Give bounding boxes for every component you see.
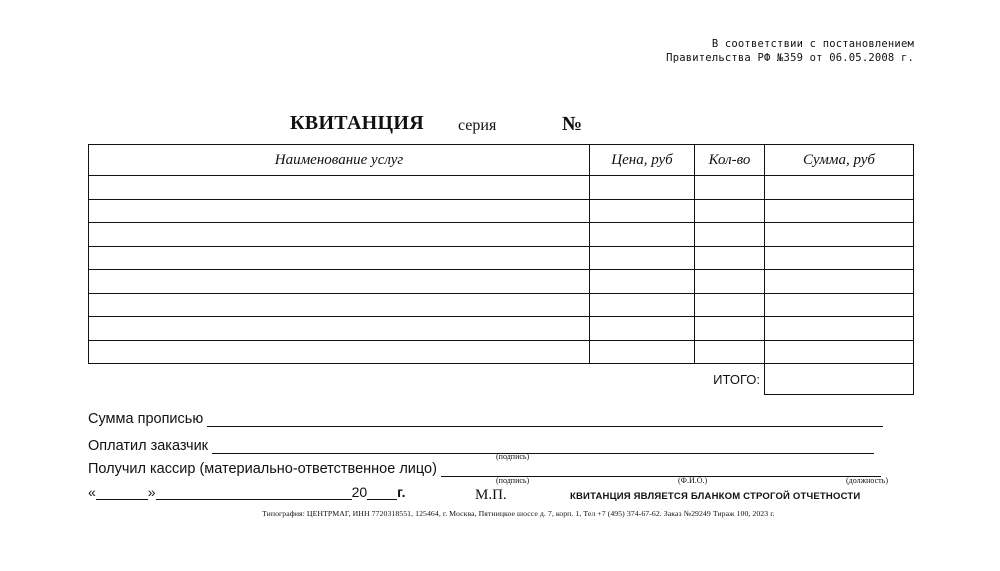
service-name-cell[interactable] [89, 270, 590, 294]
quantity-cell[interactable] [695, 270, 765, 294]
legal-reference-line-1: В соответствии с постановлением [711, 38, 914, 50]
amount-cell[interactable] [765, 176, 914, 200]
table-row [89, 340, 914, 364]
col-price: Цена, руб [590, 145, 695, 176]
cashier-position-caption: (должность) [846, 476, 888, 485]
table-row [89, 199, 914, 223]
total-row [89, 364, 914, 395]
service-name-cell[interactable] [89, 176, 590, 200]
quantity-cell[interactable] [695, 176, 765, 200]
service-name-cell[interactable] [89, 199, 590, 223]
quantity-cell[interactable] [695, 293, 765, 317]
strict-reporting-note: КВИТАНЦИЯ ЯВЛЯЕТСЯ БЛАНКОМ СТРОГОЙ ОТЧЕТНОСТИ [570, 491, 861, 502]
table-row [89, 246, 914, 270]
amount-cell[interactable] [765, 270, 914, 294]
table-row [89, 293, 914, 317]
total-value-cell[interactable] [765, 364, 914, 395]
receipt-title: КВИТАНЦИЯ [290, 112, 424, 134]
paid-by-line[interactable] [212, 441, 874, 454]
cashier-label: Получил кассир (материально-ответственное лицо) [88, 461, 437, 477]
amount-cell[interactable] [765, 340, 914, 364]
year-suffix: г. [397, 484, 406, 500]
date-row [88, 484, 406, 500]
table-row [89, 270, 914, 294]
amount-cell[interactable] [765, 223, 914, 247]
col-quantity: Кол-во [695, 145, 765, 176]
amount-cell[interactable] [765, 199, 914, 223]
price-cell[interactable] [590, 317, 695, 341]
table-row [89, 317, 914, 341]
stamp-place: М.П. [475, 487, 507, 503]
amount-in-words-line[interactable] [207, 414, 883, 427]
year-line[interactable] [367, 487, 397, 500]
service-name-cell[interactable] [89, 293, 590, 317]
price-cell[interactable] [590, 199, 695, 223]
price-cell[interactable] [590, 223, 695, 247]
col-service-name: Наименование услуг [89, 145, 590, 176]
quantity-cell[interactable] [695, 199, 765, 223]
table-header-row [89, 145, 914, 176]
date-close-quote: » [147, 484, 156, 500]
paid-by-signature-caption: (подпись) [496, 452, 530, 461]
amount-cell[interactable] [765, 317, 914, 341]
price-cell[interactable] [590, 340, 695, 364]
number-label: № [562, 113, 583, 135]
price-cell[interactable] [590, 176, 695, 200]
table-row [89, 176, 914, 200]
amount-cell[interactable] [765, 293, 914, 317]
printer-footer: Типография: ЦЕНТРМАГ, ИНН 7720318551, 125464, г. Москва, Пятницкое шоссе д. 7, корп. 1, Тел +7 (495) 374-67-62. Заказ №29249 Тираж 100, 2023 г. [262, 509, 775, 518]
amount-in-words-row [88, 411, 883, 427]
quantity-cell[interactable] [695, 246, 765, 270]
service-name-cell[interactable] [89, 317, 590, 341]
cashier-row [88, 461, 881, 477]
service-name-cell[interactable] [89, 246, 590, 270]
year-prefix: 20 [351, 484, 368, 500]
table-row [89, 223, 914, 247]
col-amount: Сумма, руб [765, 145, 914, 176]
series-label: серия [458, 117, 497, 134]
quantity-cell[interactable] [695, 340, 765, 364]
service-name-cell[interactable] [89, 340, 590, 364]
day-line[interactable] [96, 487, 148, 500]
amount-cell[interactable] [765, 246, 914, 270]
quantity-cell[interactable] [695, 223, 765, 247]
total-label: ИТОГО: [713, 371, 760, 387]
price-cell[interactable] [590, 270, 695, 294]
cashier-name-caption: (Ф.И.О.) [678, 476, 708, 485]
legal-reference-line-2: Правительства РФ №359 от 06.05.2008 г. [666, 52, 914, 64]
paid-by-label: Оплатил заказчик [88, 438, 209, 454]
paid-by-row [88, 438, 874, 454]
date-open-quote: « [88, 484, 96, 500]
cashier-signature-caption: (подпись) [496, 476, 530, 485]
price-cell[interactable] [590, 246, 695, 270]
quantity-cell[interactable] [695, 317, 765, 341]
amount-in-words-label: Сумма прописью [88, 411, 204, 427]
service-name-cell[interactable] [89, 223, 590, 247]
month-line[interactable] [156, 487, 352, 500]
services-table [88, 144, 914, 395]
price-cell[interactable] [590, 293, 695, 317]
